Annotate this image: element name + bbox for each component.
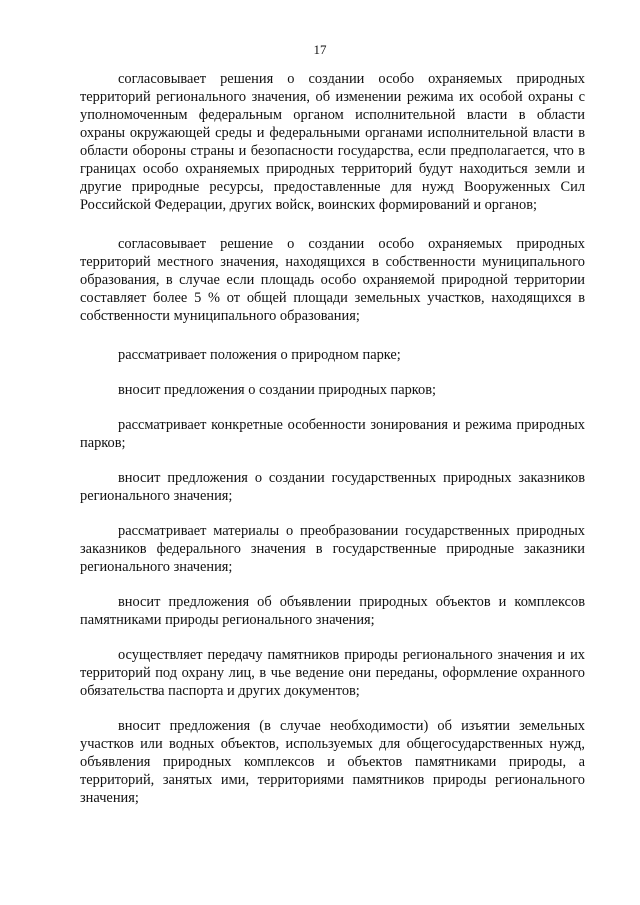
paragraph-7: рассматривает материалы о преобразовании государственных природных заказников федерального значения в государственные природные заказники регионального значения; <box>80 523 585 575</box>
paragraph-1: согласовывает решения о создании особо охраняемых природных территорий регионального значения, об изменении режима их особой охраны с уполномоченным федеральным органом исполнительной власти в области охраны окружающей среды и федеральными органами исполнительной власти в области обороны страны и безопасности государства, если предполагается, что в границах особо охраняемых природных территорий будут находиться земли и другие природные ресурсы, предоставленные для нужд Вооруженных Сил Российской Федерации, других войск, воинских формирований и органов; <box>80 71 585 213</box>
document-body <box>80 70 585 824</box>
paragraph-2: согласовывает решение о создании особо охраняемых природных территорий местного значения, находящихся в собственности муниципального образования, в случае если площадь особо охраняемой природной территории составляет более 5 % от общей площади земельных участков, находящихся в собственности муниципального образования; <box>80 236 585 324</box>
paragraph-3: рассматривает положения о природном парке; <box>118 347 401 363</box>
paragraph-4: вносит предложения о создании природных парков; <box>118 382 437 398</box>
paragraph-6: вносит предложения о создании государственных природных заказников регионального значения; <box>80 470 585 504</box>
paragraph-10: вносит предложения (в случае необходимости) об изъятии земельных участков или водных объектов, используемых для общегосударственных нужд, объявления природных комплексов и объектов памятниками природы, а территорий, занятых ими, территориями памятников природы регионального значения; <box>80 718 585 806</box>
page-number: 17 <box>313 42 327 57</box>
paragraph-8: вносит предложения об объявлении природных объектов и комплексов памятниками природы регионального значения; <box>80 594 585 628</box>
paragraph-5: рассматривает конкретные особенности зонирования и режима природных парков; <box>80 417 585 451</box>
paragraph-9: осуществляет передачу памятников природы регионального значения и их территорий под охрану лиц, в чье ведение они переданы, оформление охранного обязательства паспорта и других документов; <box>80 647 585 699</box>
